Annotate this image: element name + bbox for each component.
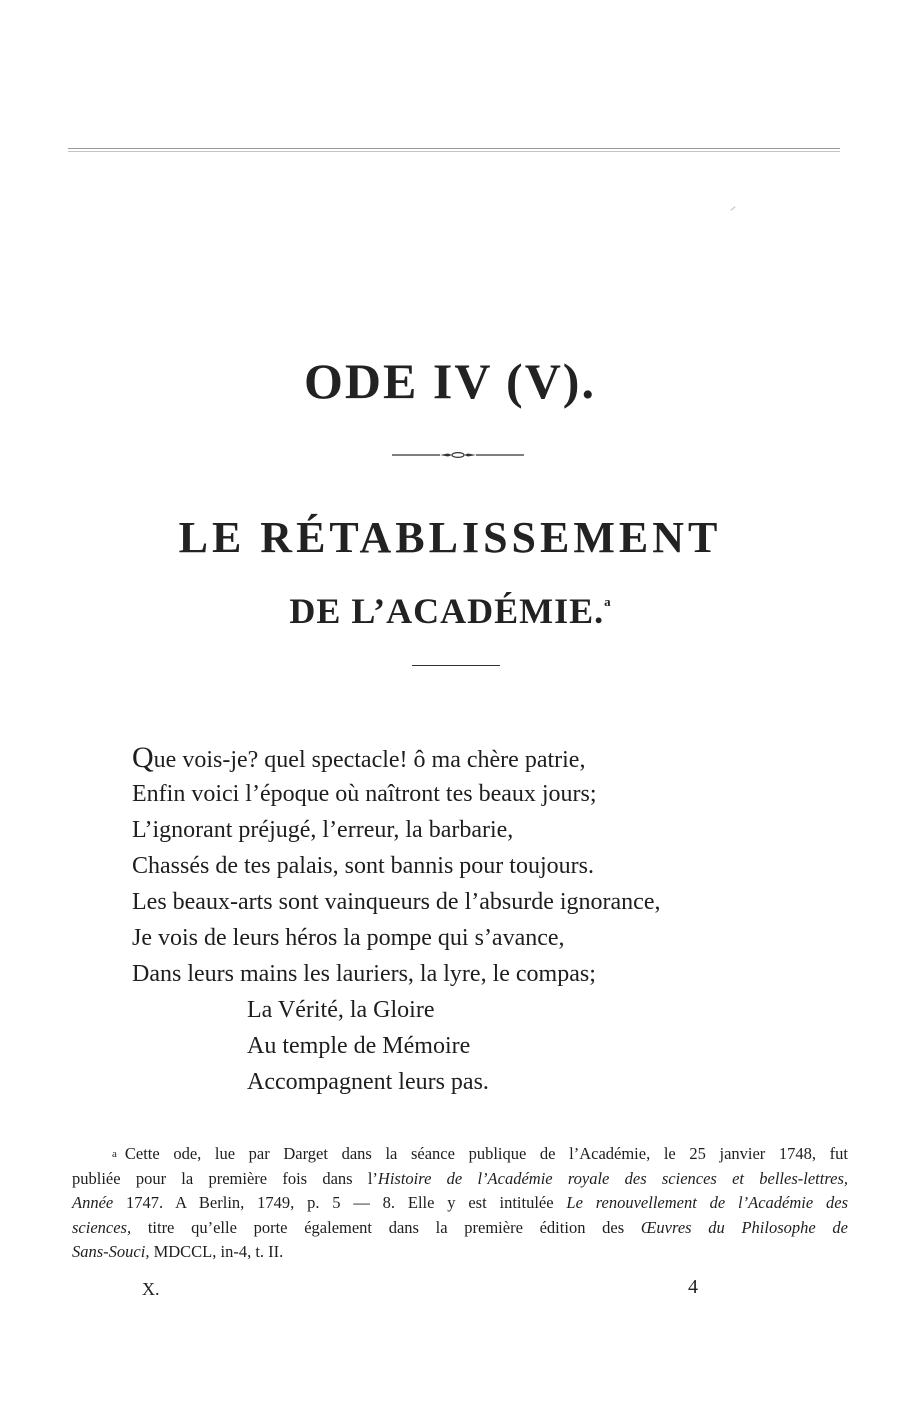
footnote-line bbox=[72, 1167, 848, 1192]
poem-line-text: ue vois-je? quel spectacle! ô ma chère patrie, bbox=[153, 747, 586, 773]
poem-line: L’ignorant préjugé, l’erreur, la barbarie, bbox=[132, 817, 514, 843]
footnote-italic-text: Année bbox=[72, 1193, 114, 1212]
footnote-italic-title: Histoire de l’Académie royale des sciences et belles-lettres, bbox=[377, 1168, 848, 1188]
poem-line: Les beaux-arts sont vainqueurs de l’absurde ignorance, bbox=[132, 889, 661, 915]
poem-line: Je vois de leurs héros la pompe qui s’avance, bbox=[132, 925, 565, 951]
poem-line: Enfin voici l’époque où naîtront tes beaux jours; bbox=[132, 781, 597, 807]
footnote-reference-mark: a bbox=[604, 594, 611, 609]
footnote-line bbox=[72, 1216, 848, 1241]
footnote-italic-text: sciences, bbox=[72, 1217, 132, 1237]
footnote-italic-title: Œuvres du Philosophe de bbox=[640, 1217, 848, 1237]
footnote-text: MDCCL, in-4, t. II. bbox=[149, 1242, 284, 1261]
poem-line: Accompagnent leurs pas. bbox=[247, 1069, 489, 1095]
poem-line bbox=[132, 740, 585, 776]
poem-line: Dans leurs mains les lauriers, la lyre, le compas; bbox=[132, 961, 596, 987]
footnote-line bbox=[72, 1191, 848, 1216]
sub-title-text: DE L’ACADÉMIE. bbox=[289, 591, 605, 631]
footnote-mark: a bbox=[112, 1148, 117, 1160]
ornament-rule-icon bbox=[392, 447, 524, 463]
footnote-line bbox=[72, 1142, 848, 1167]
poem-initial: Q bbox=[132, 741, 154, 774]
stray-mark bbox=[730, 206, 735, 211]
poem-line: Au temple de Mémoire bbox=[247, 1033, 471, 1059]
signature-mark: X. bbox=[142, 1279, 160, 1299]
footnote-italic-title: Le renouvellement de l’Académie des bbox=[566, 1193, 848, 1212]
page-number: 4 bbox=[688, 1276, 698, 1298]
footnote-line bbox=[72, 1240, 848, 1265]
footnote-text: 1747. A Berlin, 1749, p. 5 — 8. Elle y est intitulée bbox=[113, 1193, 567, 1212]
top-rule bbox=[68, 148, 840, 152]
footnote bbox=[72, 1142, 848, 1265]
ode-title: ODE IV (V). bbox=[304, 353, 596, 409]
main-title: LE RÉTABLISSEMENT bbox=[178, 513, 722, 562]
sub-title bbox=[0, 590, 900, 632]
poem-line: La Vérité, la Gloire bbox=[247, 997, 435, 1023]
footnote-italic-text: Sans-Souci, bbox=[72, 1242, 150, 1261]
poem-line: Chassés de tes palais, sont bannis pour toujours. bbox=[132, 853, 594, 879]
footnote-text: publiée pour la première fois dans l’ bbox=[72, 1168, 378, 1188]
short-rule bbox=[412, 665, 500, 666]
footnote-text: Cette ode, lue par Darget dans la séance publique de l’Académie, le 25 janvier 1748, fut bbox=[124, 1144, 848, 1163]
footnote-text: titre qu’elle porte également dans la première édition des bbox=[131, 1217, 641, 1237]
